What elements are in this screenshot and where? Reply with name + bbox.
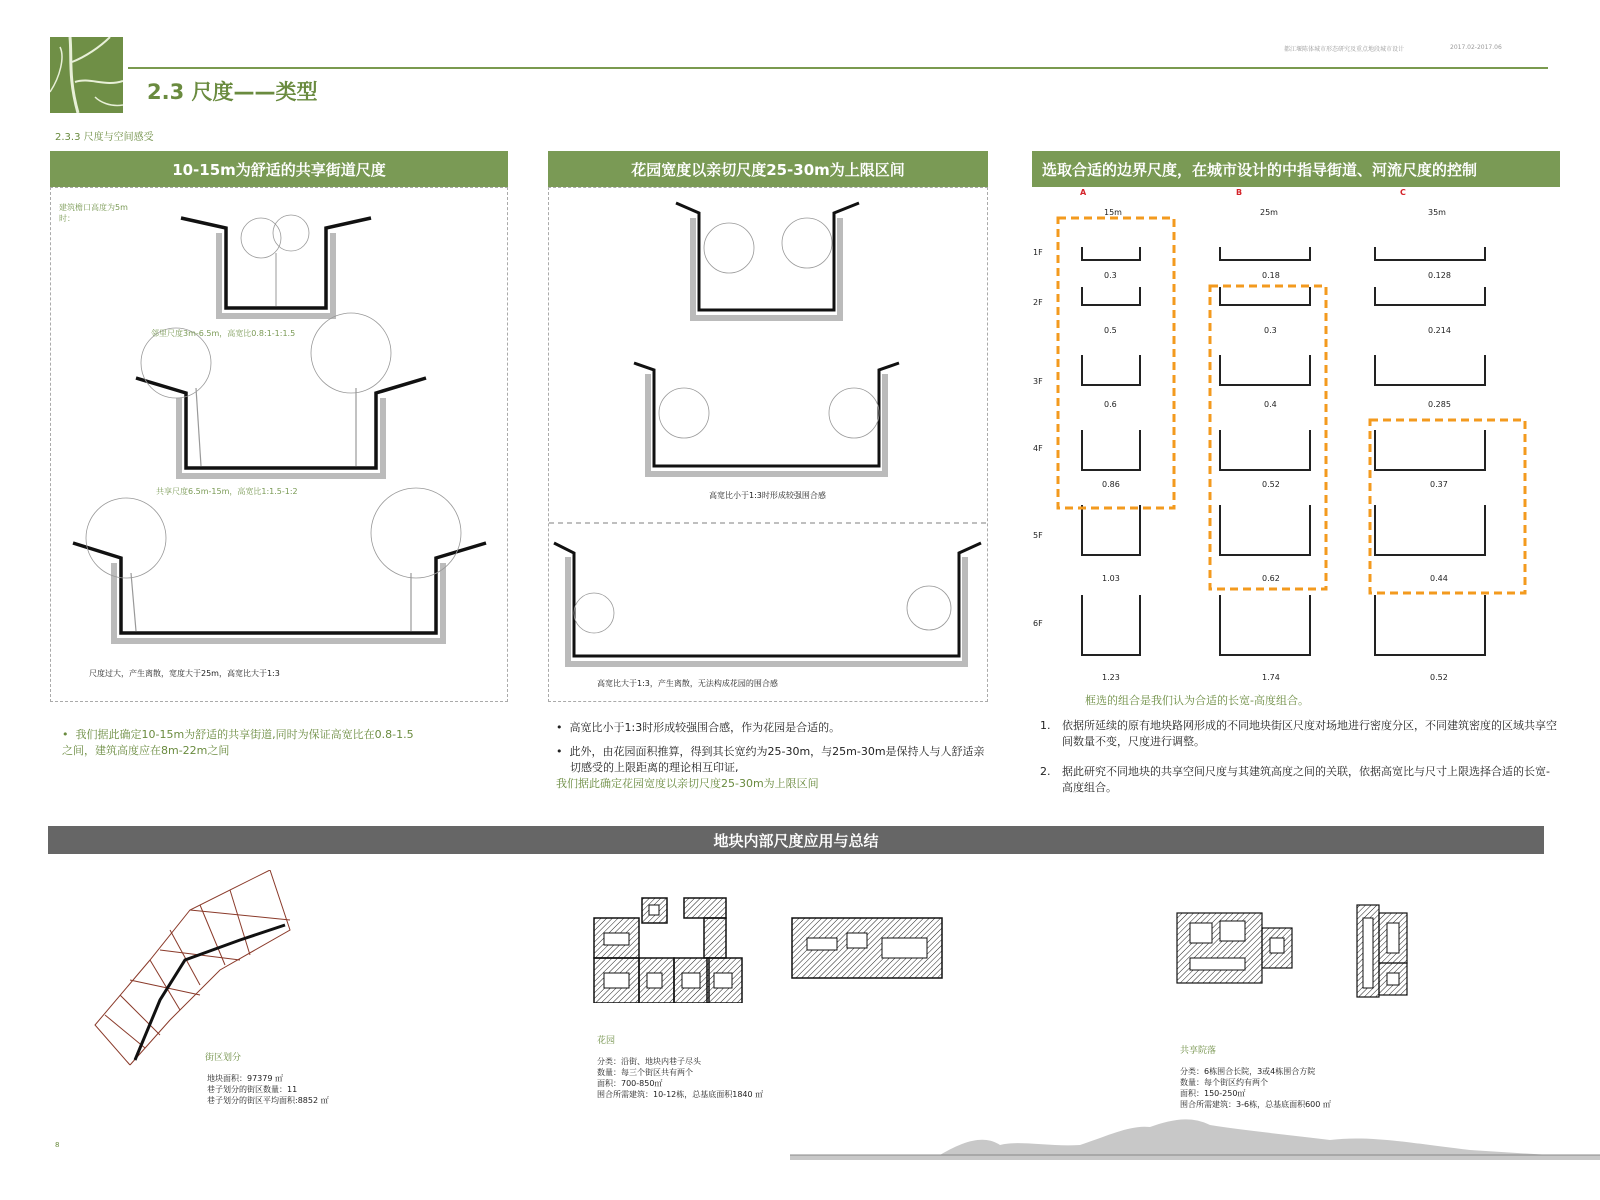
ratio-b-5f: 0.62 xyxy=(1262,574,1280,583)
garden-section-diagrams xyxy=(549,188,986,700)
block-division-map xyxy=(90,870,320,1070)
section-subtitle: 2.3.3 尺度与空间感受 xyxy=(55,132,154,143)
floor-label-1f: 1F xyxy=(1033,248,1043,257)
section3-caption: 框选的组合是我们认为合适的长宽-高度组合。 xyxy=(1085,694,1309,707)
ratio-c-5f: 0.44 xyxy=(1430,574,1448,583)
garden-block-plans xyxy=(592,893,952,1003)
col-b-letter: B xyxy=(1236,188,1243,197)
section2-bar: 花园宽度以亲切尺度25-30m为上限区间 xyxy=(548,151,988,187)
block1-line-2: 巷子划分的街区数量：11 xyxy=(207,1085,298,1094)
block2-line-1: 分类：沿街、地块内巷子尽头 xyxy=(597,1057,701,1066)
block2-line-3: 面积：700-850㎡ xyxy=(597,1079,663,1088)
ratio-c-2f: 0.214 xyxy=(1428,326,1451,335)
block3-title: 共享院落 xyxy=(1180,1046,1217,1056)
leaf-logo xyxy=(50,37,123,113)
ratio-a-4f: 0.86 xyxy=(1102,480,1120,489)
floor-label-6f: 6F xyxy=(1033,619,1043,628)
mountain-silhouette xyxy=(790,1105,1600,1160)
ratio-b-1f: 0.18 xyxy=(1262,271,1280,280)
section2-label-1: 高宽比小于1:3时形成较强围合感 xyxy=(709,491,826,500)
section2-bullet-2: 此外，由花园面积推算，得到其长宽约为25-30m，与25m-30m是保持人与人舒适亲切感受的上限距离的理论相互印证, xyxy=(569,745,985,774)
block2-line-2: 数量：每三个街区共有两个 xyxy=(597,1068,693,1077)
block1-line-1: 地块面积：97379 ㎡ xyxy=(207,1074,283,1083)
ratio-grid-sections xyxy=(1050,210,1550,680)
block2-title: 花园 xyxy=(597,1036,616,1046)
block1-title: 街区划分 xyxy=(205,1053,242,1063)
ratio-c-3f: 0.285 xyxy=(1428,400,1451,409)
section1-note: 建筑檐口高度为5m 时： xyxy=(59,203,128,223)
floor-label-4f: 4F xyxy=(1033,444,1043,453)
section1-bullet-text: 我们据此确定10-15m为舒适的共享街道,同时为保证高宽比在0.8-1.5之间，建筑高度应在8m-22m之间 xyxy=(62,728,414,757)
ratio-a-1f: 0.3 xyxy=(1104,271,1117,280)
section2-label-2: 高宽比大于1:3，产生离散，无法构成花园的围合感 xyxy=(597,679,778,688)
point-2-text: 据此研究不同地块的共享空间尺度与其建筑高度之间的关联，依据高宽比与尺寸上限选择合适的长宽-高度组合。 xyxy=(1062,765,1550,794)
section3-bar: 选取合适的边界尺度，在城市设计的中指导街道、河流尺度的控制 xyxy=(1032,151,1560,187)
ratio-b-3f: 0.4 xyxy=(1264,400,1277,409)
section1-panel xyxy=(50,187,508,702)
block1-info xyxy=(207,1073,329,1106)
header-rule xyxy=(128,67,1548,69)
block1-line-3: 巷子划分的街区平均面积:8852 ㎡ xyxy=(207,1096,329,1105)
block3-line-1: 分类：6栋围合长院，3或4栋围合方院 xyxy=(1180,1067,1316,1076)
ratio-a-5f: 1.03 xyxy=(1102,574,1120,583)
ratio-b-4f: 0.52 xyxy=(1262,480,1280,489)
ratio-c-4f: 0.37 xyxy=(1430,480,1448,489)
col-b-width: 25m xyxy=(1260,208,1278,217)
block3-line-3: 面积：150-250㎡ xyxy=(1180,1089,1246,1098)
header-date: 2017.02-2017.06 xyxy=(1450,44,1502,51)
ratio-a-6f: 1.23 xyxy=(1102,673,1120,682)
section2-panel xyxy=(548,187,988,702)
page-title: 2.3 尺度——类型 xyxy=(147,80,318,104)
page-number: 8 xyxy=(55,1141,60,1149)
block3-line-2: 数量：每个街区约有两个 xyxy=(1180,1078,1268,1087)
block3-info xyxy=(1180,1066,1331,1110)
floor-label-3f: 3F xyxy=(1033,377,1043,386)
col-c-letter: C xyxy=(1400,188,1406,197)
block2-info xyxy=(597,1056,763,1100)
point-2-num: 2. xyxy=(1040,765,1051,778)
col-c-width: 35m xyxy=(1428,208,1446,217)
ratio-b-6f: 1.74 xyxy=(1262,673,1280,682)
section1-bar: 10-15m为舒适的共享街道尺度 xyxy=(50,151,508,187)
section1-label-1: 邻里尺度3m-6.5m，高宽比0.8:1-1:1.5 xyxy=(151,329,296,338)
bottom-section-bar: 地块内部尺度应用与总结 xyxy=(48,826,1544,854)
ratio-c-6f: 0.52 xyxy=(1430,673,1448,682)
floor-label-5f: 5F xyxy=(1033,531,1043,540)
header-project-name: 都江堰陈体城市形态研究及重点地段城市设计 xyxy=(1284,46,1405,53)
section2-bullet-1: 高宽比小于1:3时形成较强围合感，作为花园是合适的。 xyxy=(569,721,841,734)
section2-bullets: • 高宽比小于1:3时形成较强围合感，作为花园是合适的。 • 此外，由花园面积推算，得到其长宽约为25-30m，与25m-30m是保持人与人舒适亲切感受的上限距离的理论相互印证, 我们据此确定花园宽度以亲切尺度25-30m为上限区间 xyxy=(556,721,985,790)
block2-line-4: 围合所需建筑：10-12栋，总基底面积1840 ㎡ xyxy=(597,1090,764,1099)
courtyard-block-plans xyxy=(1175,903,1415,1003)
section3-points xyxy=(1040,718,1560,796)
point-1-num: 1. xyxy=(1040,719,1051,732)
floor-label-2f: 2F xyxy=(1033,298,1043,307)
section1-label-2: 共享尺度6.5m-15m，高宽比1:1.5-1:2 xyxy=(156,487,298,496)
ratio-b-2f: 0.3 xyxy=(1264,326,1277,335)
street-section-diagrams xyxy=(51,188,506,700)
block3-line-4: 围合所需建筑：3-6栋，总基底面积600 ㎡ xyxy=(1180,1100,1331,1109)
section2-bullet-2-green: 我们据此确定花园宽度以亲切尺度25-30m为上限区间 xyxy=(556,777,819,790)
col-a-width: 15m xyxy=(1104,208,1122,217)
ratio-c-1f: 0.128 xyxy=(1428,271,1451,280)
point-1-text: 依据所延续的原有地块路网形成的不同地块街区尺度对场地进行密度分区，不同建筑密度的区域共享空间数量不变，尺度进行调整。 xyxy=(1062,719,1557,748)
section1-bullet: • 我们据此确定10-15m为舒适的共享街道,同时为保证高宽比在0.8-1.5之间，建筑高度应在8m-22m之间 xyxy=(62,728,414,757)
ratio-a-3f: 0.6 xyxy=(1104,400,1117,409)
ratio-a-2f: 0.5 xyxy=(1104,326,1117,335)
section1-label-3: 尺度过大，产生离散，宽度大于25m，高宽比大于1:3 xyxy=(89,669,280,678)
col-a-letter: A xyxy=(1080,188,1087,197)
